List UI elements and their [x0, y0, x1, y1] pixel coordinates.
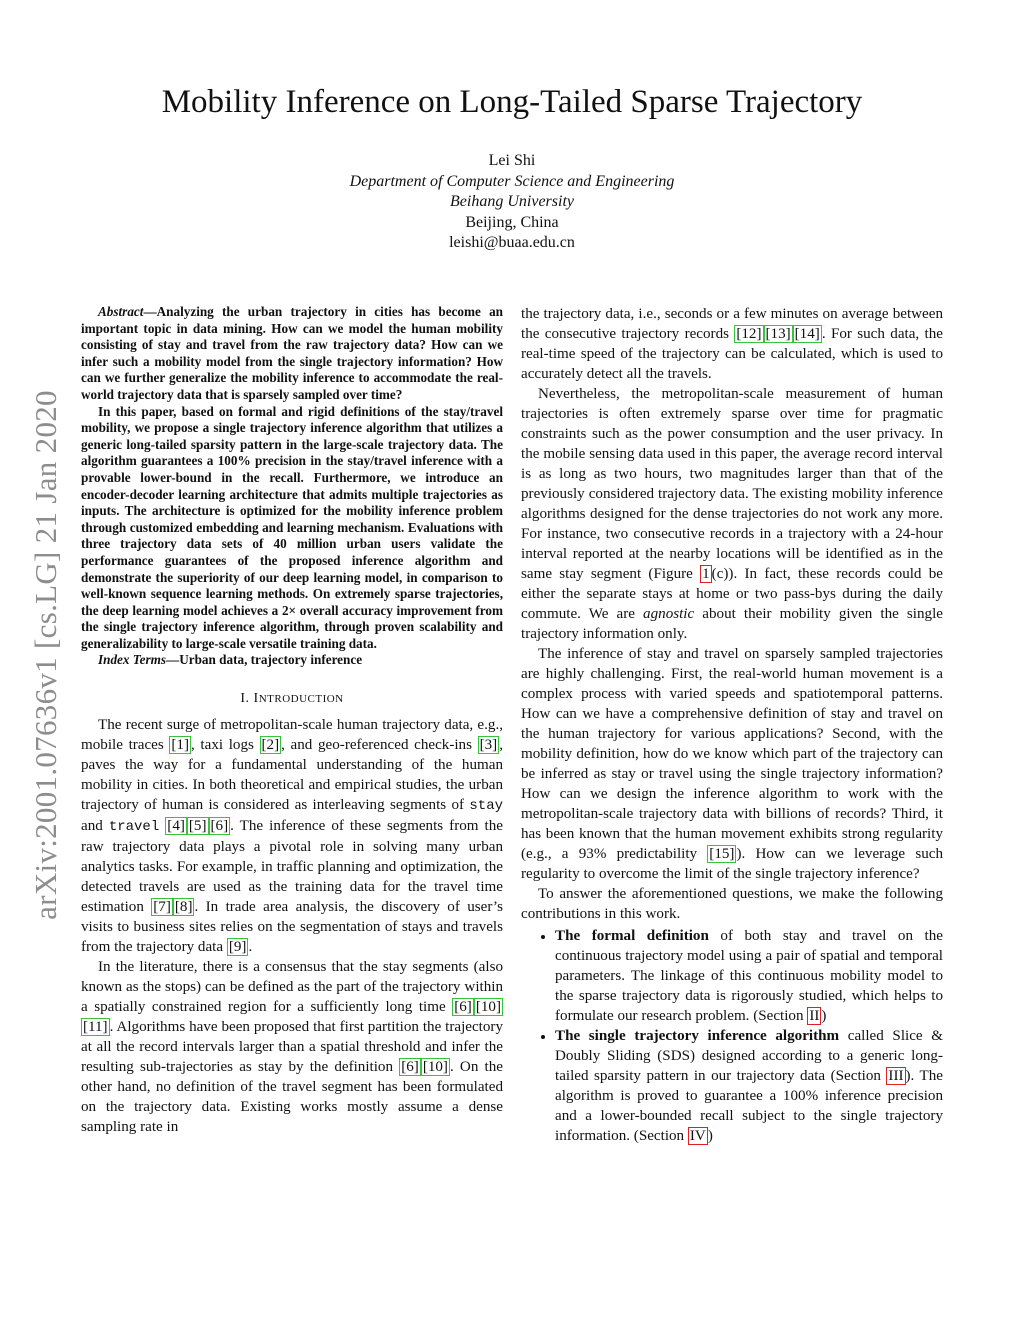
text: . The inference of these segments from the raw trajectory data plays a pivotal role in solving many urban analytics tasks. For example, in traffic planning and optimization, the detected travels are used as the training data for the travel time estimation: [81, 818, 503, 916]
author-location: Beijing, China: [465, 213, 559, 231]
emphasis: agnostic: [643, 606, 695, 622]
text: of both stay and travel on the continuous trajectory model using a pair of spatial and temporal parameters. The linkage of this continuous mobility model to the sparse trajectory data is rigorously studied, which helps to formulate our research problem. (Section: [555, 928, 943, 1024]
intro-paragraph-3: [521, 304, 943, 384]
abstract-label: Abstract: [98, 304, 144, 319]
abstract-paragraph-2: In this paper, based on formal and rigid definitions of the stay/travel mobility, we propose a single trajectory inference algorithm that utilizes a generic long-tailed sparsity pattern in the large-scale trajectory data. The algorithm guarantees a 100% precision in the stay/travel inference with a provable lower-bound in the recall. Furthermore, we introduce an encoder-decoder learning architecture that admits multiple trajectories as inputs. The architecture is optimized for the mobility inference problem through customized embedding and learning mechanism. Evaluations with three trajectory data sets of 40 million urban users validate the performance guarantees of the proposed inference algorithm and demonstrate the superiority of our deep learning model, in comparison to well-known sequence learning methods. On extremely sparse trajectories, the deep learning model achieves a 2× overall accuracy improvement from the single trajectory inference algorithm, through proven scalability and generalizability to large-scale versatile training data.: [81, 403, 503, 651]
author-email: leishi@buaa.edu.cn: [449, 234, 575, 251]
citation-link[interactable]: [14]: [794, 326, 820, 342]
text: , paves the way for a fundamental understanding of the human mobility in cities. In both theoretical and empirical studies, the urban trajectory of human is considered as interleaving segments of: [81, 737, 503, 814]
text: . Algorithms have been proposed that first partition the trajectory at all the record intervals larger than a spatial threshold and infer the resulting sub-trajectories as stay by the definition: [81, 1019, 503, 1076]
contribution-title: The single trajectory inference algorithm: [555, 1028, 840, 1044]
citation-link[interactable]: [13]: [765, 326, 791, 342]
section-link[interactable]: IV: [689, 1128, 706, 1144]
index-terms-label-text: Index Terms: [98, 652, 167, 668]
citation-link[interactable]: [6]: [210, 818, 229, 835]
text: , and geo-referenced check-ins: [281, 737, 478, 754]
contribution-item: [555, 1026, 943, 1146]
citation-link[interactable]: [12]: [736, 326, 762, 342]
section-link[interactable]: II: [809, 1008, 820, 1024]
citation-link[interactable]: [10]: [475, 999, 501, 1016]
text: The recent surge of metropolitan-scale human trajectory data, e.g., mobile traces: [81, 717, 503, 754]
text: The inference of stay and travel on sparsely sampled trajectories are highly challenging. First, the real-world human movement is a complex process with varied speeds and spatiotemporal patterns. How can we have a comprehensive definition of stay and travel on the human trajectory for various applications? Second, with the mobility definition, how do we know which part of the trajectory can be inferred as stay or travel using the single trajectory information? How can we design the inference algorithm to work with the metropolitan-scale trajectory data with billions of records? Third, it has been known that the human movement exhibits strong regularity (e.g., a 93% predictability: [521, 646, 943, 862]
citation-link[interactable]: [5]: [188, 818, 207, 835]
abstract-dash: —: [143, 304, 157, 319]
text: ). How can we leverage such regularity to overcome the limit of the single trajectory inference?: [521, 846, 943, 882]
contribution-item: [555, 926, 943, 1026]
text: the trajectory data, i.e., seconds or a few minutes on average between the consecutive trajectory records: [521, 306, 943, 342]
abstract-paragraph-1: [81, 304, 503, 404]
index-terms-text: Urban data, trajectory inference: [179, 652, 363, 668]
citation-link[interactable]: [4]: [167, 818, 185, 835]
arxiv-id: arXiv:2001.07636v1 [cs.LG] 21 Jan 2020: [28, 390, 63, 920]
section-title-rest: NTRODUCTION: [258, 693, 344, 706]
citation-link[interactable]: [7]: [153, 899, 171, 916]
text: (c)). In fact, these records could be either the separate stays at home or two pass-bys during the daily commute. We are: [521, 566, 943, 622]
intro-paragraph-5: [521, 644, 943, 884]
text: In the literature, there is a consensus that the stay segments (also known as the stops) can be defined as the part of the trajectory within a spatially constrained region for a sufficiently long time: [81, 959, 503, 1016]
citation-link[interactable]: [1]: [171, 737, 190, 754]
index-terms: [81, 652, 503, 669]
citation-link[interactable]: [9]: [228, 939, 247, 956]
citation-link[interactable]: [8]: [174, 899, 193, 916]
text: . In trade area analysis, the discovery of user’s visits to business sites relies on the segmentation of stays and travels from the trajectory data: [81, 899, 503, 956]
citation-link[interactable]: [2]: [261, 737, 280, 754]
text: about their mobility given the single trajectory information only.: [521, 606, 943, 642]
author-name: Lei Shi: [488, 152, 536, 169]
citation-link[interactable]: [6]: [454, 999, 472, 1016]
intro-paragraph-4: [521, 384, 943, 644]
citation-link[interactable]: [6]: [401, 1059, 419, 1076]
section-number: I.: [240, 691, 254, 707]
arxiv-stamp: [28, 360, 64, 950]
author-university: Beihang University: [450, 193, 574, 210]
citation-link[interactable]: [10]: [422, 1059, 448, 1076]
abstract: [81, 304, 503, 669]
section-link[interactable]: III: [888, 1068, 904, 1084]
abstract-text-1: Analyzing the urban trajectory in cities has become an important topic in data mining. How can we model the human mobility consisting of stay and travel from the raw trajectory data? How can we infer such a mobility model from the single trajectory information? How can we further generalize the mobility inference to accommodate the real-world trajectory data that is sparsely sampled over time?: [81, 304, 503, 402]
section-heading-introduction: [81, 689, 503, 709]
contributions-list: [521, 926, 943, 1146]
contribution-title: The formal definition: [555, 928, 709, 944]
citation-link[interactable]: [11]: [83, 1019, 108, 1036]
author-block: [0, 151, 1024, 254]
section-title-initial: I: [253, 691, 259, 707]
paper-title: Mobility Inference on Long-Tailed Sparse Trajectory: [161, 84, 863, 120]
intro-paragraph-1: [81, 715, 503, 957]
right-column: [521, 304, 943, 1146]
intro-paragraph-2: [81, 957, 503, 1137]
intro-paragraph-6: To answer the aforementioned questions, we make the following contributions in this work.: [521, 886, 943, 922]
figure-link[interactable]: 1: [702, 566, 710, 582]
text: Nevertheless, the metropolitan-scale measurement of human trajectories is often extremely sparse over time for pragmatic constraints such as the power consumption and the user privacy. In the mobile sensing data used in this paper, the average record interval is as long as two hours, two magnitudes larger than that of the previously considered trajectory data. The existing mobility inference algorithms designed for the dense trajectories do not work any more. For instance, two consecutive records in a trajectory with a 24-hour interval reported at the nearby locations will be identified as in the same stay segment (Figure: [521, 386, 943, 582]
text: called Slice & Doubly Sliding (SDS) designed according to a generic long-tailed sparsity pattern in our trajectory data (Section: [555, 1028, 943, 1084]
text: . On the other hand, no definition of the travel segment has been formulated on the trajectory data. Existing works mostly assume a dense sampling rate in: [81, 1059, 503, 1136]
author-department: Department of Computer Science and Engineering: [349, 172, 675, 190]
code-stay: stay: [469, 798, 503, 815]
text: ): [821, 1008, 827, 1024]
text: ): [707, 1128, 713, 1144]
citation-link[interactable]: [15]: [709, 846, 735, 862]
text: . For such data, the real-time speed of the trajectory can be calculated, which is used to accurately detect all the travels.: [521, 326, 943, 382]
citation-link[interactable]: [3]: [479, 737, 498, 754]
code-travel: travel: [108, 819, 160, 836]
text: .: [248, 939, 253, 956]
index-dash: —: [166, 652, 180, 668]
left-column: [81, 304, 503, 1137]
text: ). The algorithm is proved to guarantee a 100% inference precision and a lower-bounded recall subject to the single trajectory information. (Section: [555, 1068, 943, 1144]
text: , taxi logs: [191, 737, 260, 754]
text: and: [81, 818, 109, 835]
